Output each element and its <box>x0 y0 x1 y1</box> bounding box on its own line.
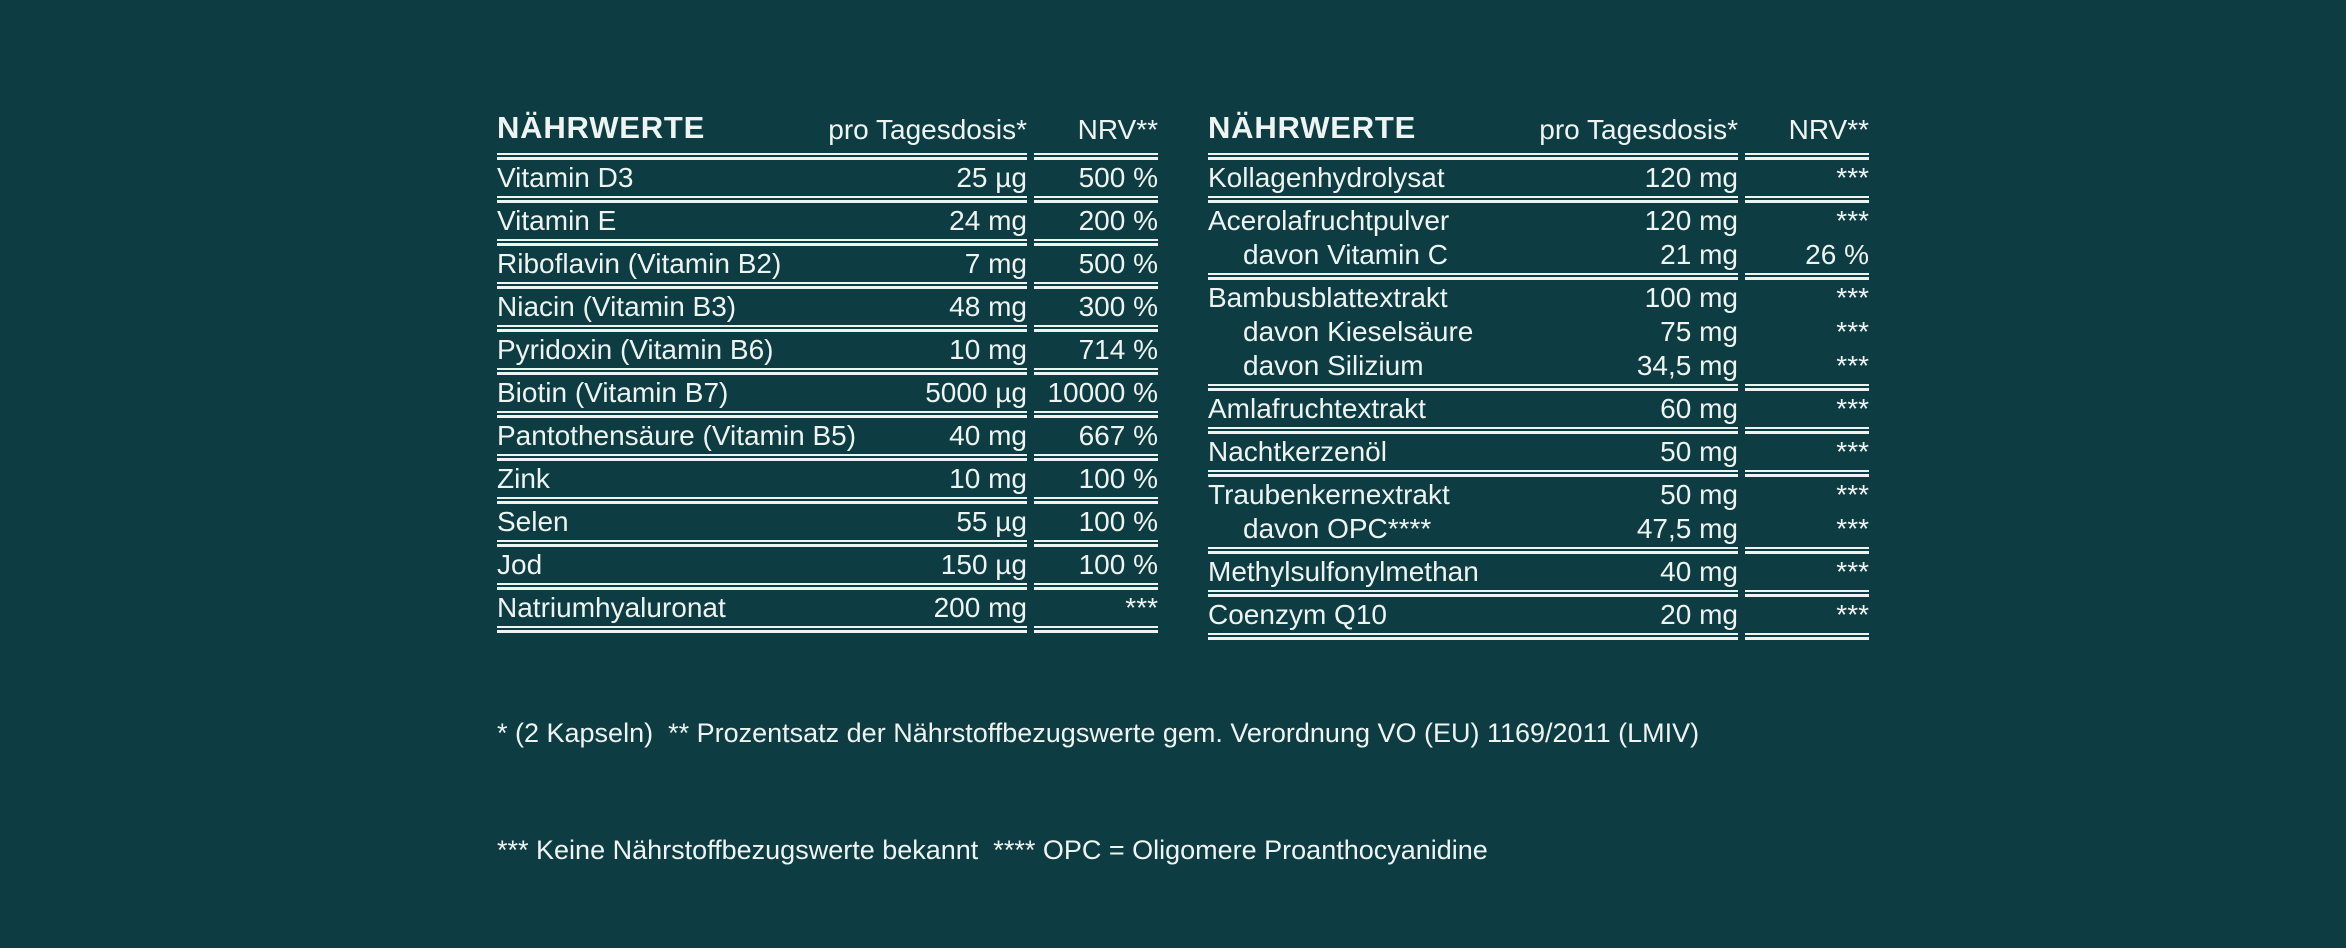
table-row <box>497 590 1158 626</box>
nutrient-amount: 24 mg <box>949 205 1027 236</box>
table-row <box>497 289 1158 325</box>
nutrient-line <box>497 419 1158 453</box>
nutrient-amount: 40 mg <box>949 420 1027 451</box>
nutrient-name: davon Vitamin C <box>1243 239 1448 270</box>
row-divider <box>497 239 1158 246</box>
nutrient-nrv: 200 % <box>1078 205 1158 236</box>
sub-nutrient-line <box>1208 349 1869 383</box>
nutrient-amount: 40 mg <box>1660 556 1738 587</box>
nutrient-name: Bambusblattextrakt <box>1208 282 1448 313</box>
nutrient-amount: 60 mg <box>1660 393 1738 424</box>
nutrient-amount: 150 µg <box>940 549 1027 580</box>
nutrient-name: Niacin (Vitamin B3) <box>497 291 737 322</box>
nutrient-amount: 10 mg <box>949 463 1027 494</box>
nutrient-name: Selen <box>497 506 569 537</box>
nutrient-line <box>1208 204 1869 238</box>
nutrient-name: Vitamin E <box>497 205 617 236</box>
nutrient-line <box>497 333 1158 367</box>
nutrient-line <box>1208 161 1869 195</box>
table-header-row <box>1208 100 1869 153</box>
nutrient-line <box>497 247 1158 281</box>
nutrient-nrv: 714 % <box>1078 334 1158 365</box>
table-row <box>1208 391 1869 427</box>
nutrient-nrv: *** <box>1836 162 1869 193</box>
nutrient-name: Pantothensäure (Vitamin B5) <box>497 420 857 451</box>
nutrient-line <box>1208 555 1869 589</box>
nutrient-line <box>1208 435 1869 469</box>
nutrient-line <box>497 505 1158 539</box>
table-body-extracts <box>1208 160 1869 640</box>
row-divider <box>497 282 1158 289</box>
nutrient-nrv: 300 % <box>1078 291 1158 322</box>
column-header-nutrients: NÄHRWERTE <box>497 110 706 145</box>
row-divider <box>1208 590 1869 597</box>
column-header-nrv: NRV** <box>1077 114 1158 145</box>
table-row <box>497 160 1158 196</box>
nutrient-nrv: *** <box>1836 513 1869 544</box>
nutrient-nrv: 667 % <box>1078 420 1158 451</box>
nutrient-name: Natriumhyaluronat <box>497 592 726 623</box>
nutrient-name: Amlafruchtextrakt <box>1208 393 1426 424</box>
table-row <box>1208 280 1869 384</box>
row-divider <box>497 626 1158 633</box>
sub-nutrient-line <box>1208 315 1869 349</box>
nutrient-amount: 120 mg <box>1644 205 1738 236</box>
nutrient-amount: 10 mg <box>949 334 1027 365</box>
nutrient-name: Acerolafruchtpulver <box>1208 205 1450 236</box>
row-divider <box>497 411 1158 418</box>
table-row <box>1208 160 1869 196</box>
nutrient-nrv: *** <box>1836 282 1869 313</box>
nutrient-amount: 5000 µg <box>925 377 1027 408</box>
nutrient-name: Nachtkerzenöl <box>1208 436 1387 467</box>
table-row <box>497 418 1158 454</box>
table-header-row <box>497 100 1158 153</box>
nutrient-amount: 34,5 mg <box>1636 350 1738 381</box>
nutrient-nrv: *** <box>1836 205 1869 236</box>
table-body-vitamins <box>497 160 1158 633</box>
nutrient-name: Vitamin D3 <box>497 162 634 193</box>
nutrient-name: Kollagenhydrolysat <box>1208 162 1445 193</box>
nutrient-line <box>497 376 1158 410</box>
nutrient-line <box>497 548 1158 582</box>
nutrient-line <box>1208 281 1869 315</box>
header-divider <box>497 153 1158 160</box>
footnote-line-1: * (2 Kapseln) ** Prozentsatz der Nährstoffbezugswerte gem. Verordnung VO (EU) 1169/2011 (LMIV) <box>497 718 1700 748</box>
table-row <box>1208 477 1869 547</box>
row-divider <box>1208 547 1869 554</box>
nutrient-nrv: *** <box>1836 393 1869 424</box>
table-row <box>1208 597 1869 633</box>
nutrient-name: Zink <box>497 463 550 494</box>
nutrient-nrv: 10000 % <box>1047 377 1158 408</box>
nutrient-nrv: 500 % <box>1078 162 1158 193</box>
row-divider <box>497 196 1158 203</box>
row-divider <box>497 368 1158 375</box>
column-header-daily-dose: pro Tagesdosis* <box>828 114 1027 145</box>
nutrient-amount: 50 mg <box>1660 436 1738 467</box>
table-row <box>497 504 1158 540</box>
nutrient-nrv: *** <box>1836 556 1869 587</box>
row-divider <box>497 325 1158 332</box>
row-divider <box>497 540 1158 547</box>
table-row <box>497 461 1158 497</box>
nutrient-name: Pyridoxin (Vitamin B6) <box>497 334 774 365</box>
row-divider <box>1208 196 1869 203</box>
column-header-nutrients: NÄHRWERTE <box>1208 110 1417 145</box>
nutrition-table-vitamins <box>497 100 1158 633</box>
column-header-daily-dose: pro Tagesdosis* <box>1539 114 1738 145</box>
row-divider <box>1208 384 1869 391</box>
nutrient-name: Coenzym Q10 <box>1208 599 1387 630</box>
row-divider <box>1208 273 1869 280</box>
nutrient-name: Jod <box>497 549 543 580</box>
nutrient-nrv: *** <box>1836 316 1869 347</box>
nutrient-line <box>1208 598 1869 632</box>
nutrient-amount: 47,5 mg <box>1636 513 1738 544</box>
nutrition-table-extracts <box>1208 100 1869 640</box>
nutrient-line <box>497 462 1158 496</box>
nutrient-nrv: 100 % <box>1078 463 1158 494</box>
nutrient-amount: 21 mg <box>1660 239 1738 270</box>
row-divider <box>1208 427 1869 434</box>
sub-nutrient-line <box>1208 512 1869 546</box>
table-row <box>497 203 1158 239</box>
footnotes <box>497 636 1997 948</box>
nutrient-name: Riboflavin (Vitamin B2) <box>497 248 782 279</box>
nutrient-nrv: *** <box>1836 350 1869 381</box>
nutrient-amount: 200 mg <box>933 592 1027 623</box>
nutrient-name: davon Kieselsäure <box>1243 316 1474 347</box>
nutrient-amount: 25 µg <box>956 162 1027 193</box>
table-row <box>1208 434 1869 470</box>
nutrient-amount: 75 mg <box>1660 316 1738 347</box>
table-row <box>497 375 1158 411</box>
table-row <box>497 246 1158 282</box>
table-row <box>1208 203 1869 273</box>
nutrient-name: Traubenkernextrakt <box>1208 479 1450 510</box>
footnote-line-2: *** Keine Nährstoffbezugswerte bekannt **** OPC = Oligomere Proanthocyanidine <box>497 835 1488 865</box>
nutrient-line <box>497 204 1158 238</box>
header-divider <box>1208 153 1869 160</box>
nutrient-nrv: *** <box>1836 479 1869 510</box>
nutrient-name: Biotin (Vitamin B7) <box>497 377 729 408</box>
nutrient-nrv: 500 % <box>1078 248 1158 279</box>
nutrient-name: Methylsulfonylmethan <box>1208 556 1479 587</box>
nutrient-nrv: *** <box>1836 599 1869 630</box>
nutrient-line <box>497 290 1158 324</box>
row-divider <box>497 583 1158 590</box>
nutrient-nrv: *** <box>1836 436 1869 467</box>
nutrient-nrv: *** <box>1125 592 1158 623</box>
nutrient-nrv: 26 % <box>1805 239 1869 270</box>
nutrient-line <box>497 161 1158 195</box>
nutrient-amount: 100 mg <box>1644 282 1738 313</box>
nutrient-name: davon Silizium <box>1243 350 1424 381</box>
row-divider <box>1208 470 1869 477</box>
column-header-nrv: NRV** <box>1788 114 1869 145</box>
nutrient-line <box>1208 392 1869 426</box>
sub-nutrient-line <box>1208 238 1869 272</box>
nutrient-nrv: 100 % <box>1078 506 1158 537</box>
row-divider <box>497 497 1158 504</box>
nutrient-amount: 7 mg <box>964 248 1027 279</box>
nutrient-amount: 55 µg <box>956 506 1027 537</box>
nutrient-name: davon OPC**** <box>1243 513 1432 544</box>
nutrient-nrv: 100 % <box>1078 549 1158 580</box>
table-row <box>497 547 1158 583</box>
nutrient-amount: 120 mg <box>1644 162 1738 193</box>
nutrient-amount: 50 mg <box>1660 479 1738 510</box>
nutrient-line <box>1208 478 1869 512</box>
table-row <box>1208 554 1869 590</box>
nutrient-amount: 20 mg <box>1660 599 1738 630</box>
row-divider <box>497 454 1158 461</box>
nutrient-amount: 48 mg <box>949 291 1027 322</box>
nutrient-line <box>497 591 1158 625</box>
table-row <box>497 332 1158 368</box>
